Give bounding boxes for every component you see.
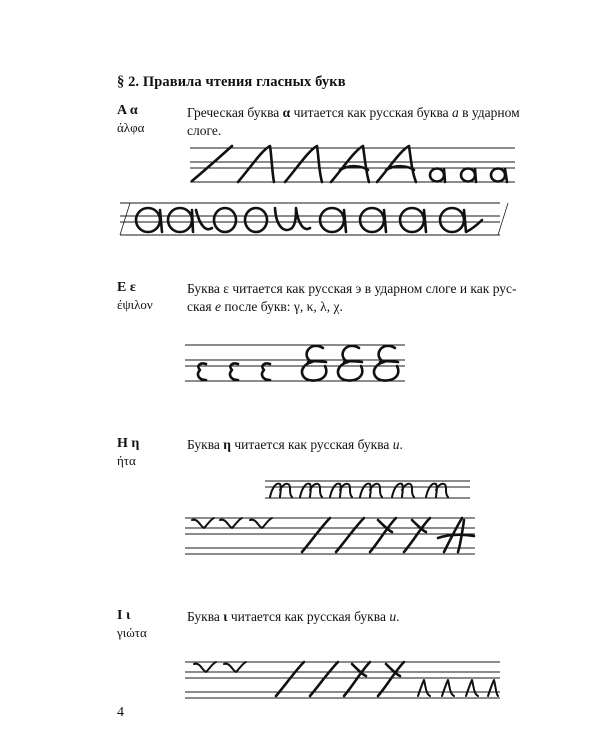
alpha-joined-3 <box>320 208 344 232</box>
alpha-cursive-row-2 <box>136 208 482 232</box>
description-epsilon-russian-letter: е <box>214 299 221 314</box>
iota-nu-like-1 <box>194 662 216 672</box>
description-eta-russian-letter: и <box>392 437 400 452</box>
letter-heading-iota: Ι ι <box>117 608 131 623</box>
epsilon-ruling <box>185 345 405 381</box>
letter-name-eta: ήτα <box>117 453 136 468</box>
description-alpha-text-1: Греческая буква <box>187 105 283 120</box>
iota-lower-2 <box>442 680 454 696</box>
alpha-cursive-row-1 <box>192 146 507 182</box>
description-epsilon-text-2: после букв: γ, κ, λ, χ. <box>220 299 343 314</box>
iota-lower-4 <box>488 680 498 696</box>
eta-capital-stroke-1 <box>302 518 330 552</box>
description-epsilon-text-1: ская <box>187 299 215 314</box>
description-eta-greek: η <box>223 437 231 452</box>
description-alpha-russian-letter: а <box>452 105 459 120</box>
description-alpha-text-3: в ударном слоге. <box>187 105 520 138</box>
alpha-lower-2-tail <box>475 169 476 182</box>
epsilon-capital-2 <box>338 346 362 381</box>
eta-lower-3 <box>330 484 352 497</box>
iota-capital-stroke-1 <box>276 662 304 696</box>
connector-u <box>275 208 310 230</box>
nu-like-1 <box>192 518 214 528</box>
eta-lower-1 <box>270 484 292 497</box>
description-iota-greek: ι <box>223 609 228 624</box>
alpha-joined-1-tail <box>160 210 162 232</box>
omicron-like-2 <box>245 208 267 232</box>
iota-lower-1 <box>418 680 430 696</box>
description-epsilon-line-1: Буква ε читается как русская э в ударном слоге и как рус- <box>187 281 517 296</box>
alpha-joined-1 <box>136 208 160 232</box>
eta-lower-6 <box>426 484 448 497</box>
iota-nu-like-2 <box>224 662 246 672</box>
page-number: 4 <box>117 705 124 720</box>
alpha-lower-3-tail <box>505 169 507 182</box>
epsilon-cursive-row <box>198 346 398 381</box>
iota-cursive-row <box>194 662 498 696</box>
alpha-joined-2 <box>168 208 192 232</box>
letter-name-epsilon: έψιλον <box>117 297 153 312</box>
omicron-like-1 <box>214 208 236 232</box>
iota-capital-stroke-2 <box>310 662 338 696</box>
alpha-joined-4-tail <box>384 210 386 232</box>
alpha-capital-2 <box>285 146 322 182</box>
letter-name-iota: γιώτα <box>117 625 147 640</box>
iota-lower-3 <box>466 680 478 696</box>
description-iota-russian-letter: и <box>389 609 397 624</box>
section-title: § 2. Правила чтения гласных букв <box>117 74 346 90</box>
eta-cursive-row-2 <box>192 518 474 552</box>
alpha-stroke-1 <box>192 146 232 181</box>
alpha-joined-2-tail <box>192 210 212 232</box>
alpha-capital-1 <box>238 146 274 182</box>
description-eta-text-1: Буква <box>187 437 224 452</box>
description-iota-text-1: Буква <box>187 609 224 624</box>
alpha-joined-5-tail <box>424 210 426 232</box>
eta-capital-stroke-2 <box>336 518 364 552</box>
eta-lower-2 <box>300 484 322 497</box>
alpha-lower-1-tail <box>444 169 445 182</box>
alpha-joined-3-tail <box>344 210 346 232</box>
eta-capital-stroke-3 <box>370 518 396 552</box>
alpha-lower-1 <box>430 169 444 182</box>
alpha-capital-4 <box>377 146 416 182</box>
iota-capital-stroke-4 <box>378 662 404 696</box>
eta-lower-5 <box>392 484 414 497</box>
alpha-capital-3 <box>331 146 369 182</box>
letter-heading-epsilon: Ε ε <box>117 280 136 295</box>
eta-capital-stroke-4 <box>404 518 430 552</box>
description-alpha-text-2: читается как русская буква <box>290 105 453 120</box>
nu-like-3 <box>250 518 272 528</box>
nu-like-2 <box>220 518 242 528</box>
description-alpha-greek: α <box>282 105 291 120</box>
iota-capital-stroke-3 <box>344 662 370 696</box>
epsilon-capital-1 <box>302 346 326 381</box>
eta-cursive-row-1 <box>270 484 448 497</box>
letter-heading-alpha: Α α <box>117 103 138 118</box>
description-iota-text-3: . <box>396 609 400 624</box>
alpha-joined-6-tail <box>464 210 482 232</box>
epsilon-capital-3 <box>374 346 398 381</box>
letter-heading-eta: Η η <box>117 436 140 451</box>
eta-lower-4 <box>360 484 382 497</box>
alpha-lower-3 <box>491 169 505 182</box>
eta-capital-full <box>438 518 474 552</box>
description-eta-text-3: . <box>399 437 403 452</box>
description-eta-text-2: читается как русская буква <box>230 437 393 452</box>
description-iota-text-2: читается как русская буква <box>227 609 390 624</box>
alpha-joined-5 <box>400 208 424 232</box>
alpha-joined-4 <box>360 208 384 232</box>
alpha-joined-6 <box>440 208 464 232</box>
alpha-lower-2 <box>461 169 475 182</box>
letter-name-alpha: άλφα <box>117 120 145 135</box>
